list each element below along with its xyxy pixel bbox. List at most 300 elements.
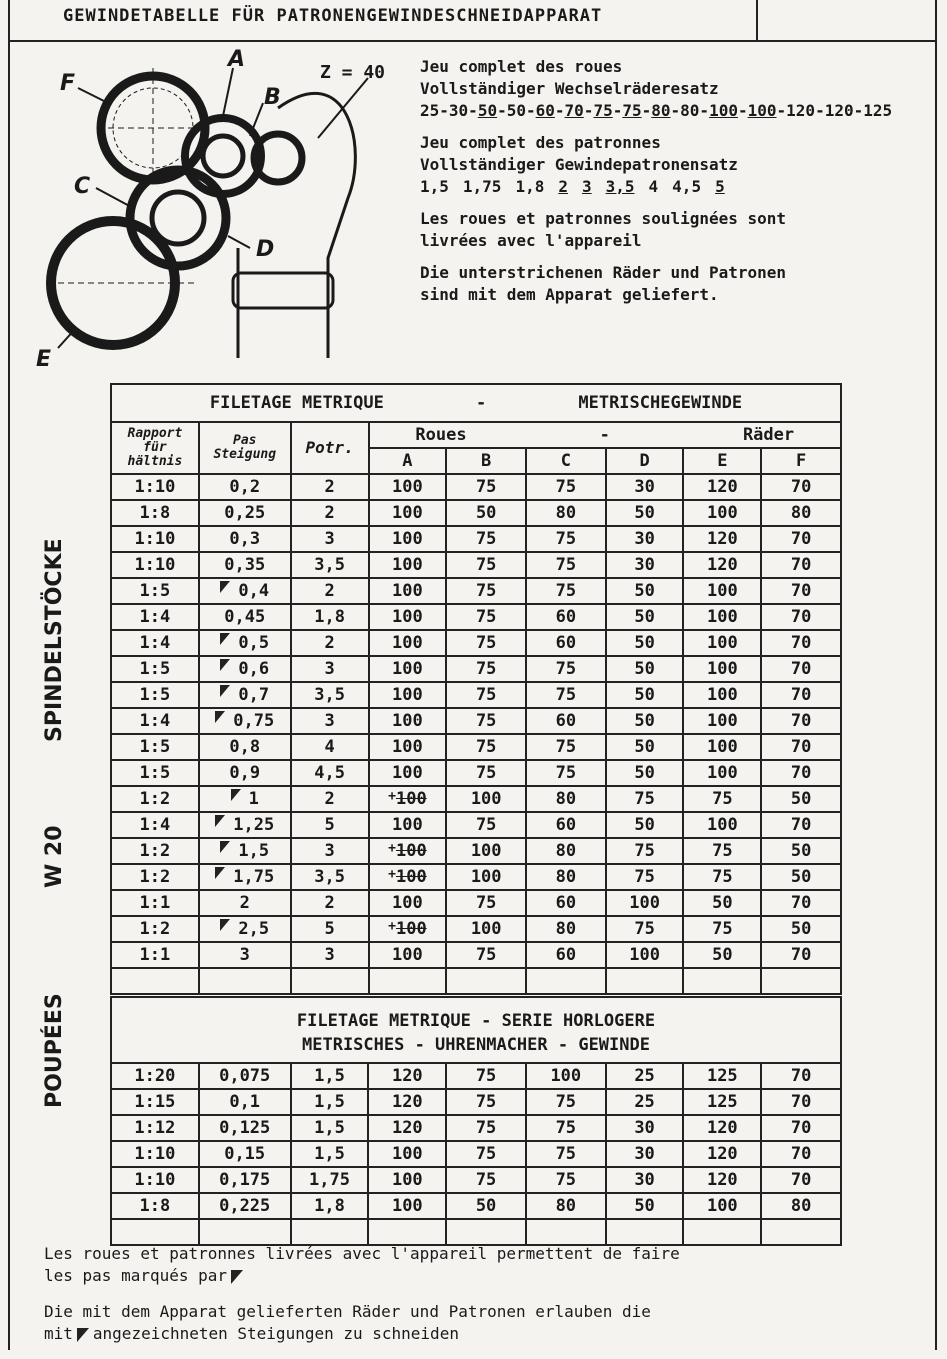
cell-ratio: 1:10 xyxy=(111,526,199,552)
blank-cell xyxy=(111,968,199,994)
cell-wheel-b: 75 xyxy=(446,474,526,500)
pattern-size: 4,5 xyxy=(672,177,702,196)
cell-wheel-b: 75 xyxy=(446,942,526,968)
cell-pitch: 0,175 xyxy=(199,1167,291,1193)
wheels-header-roues: Roues xyxy=(415,425,467,445)
wheel-separator: - xyxy=(815,101,825,120)
cell-wheel-f: 50 xyxy=(761,864,841,890)
cell-pattern: 1,5 xyxy=(291,1063,369,1089)
table1-title-dash: - xyxy=(475,393,487,413)
pitch-value: 0,5 xyxy=(238,633,270,653)
table-row xyxy=(111,474,841,500)
cell-wheel-a: 100 xyxy=(368,1141,446,1167)
cell-wheel-e: 100 xyxy=(683,500,761,526)
plus-mark: + xyxy=(388,841,396,856)
cell-wheel-d: 75 xyxy=(606,916,684,942)
table-row xyxy=(111,1141,841,1167)
wheel-a-value: 100 xyxy=(395,841,427,861)
cell-wheel-c: 80 xyxy=(526,1193,606,1219)
cell-wheel-f: 70 xyxy=(761,1167,841,1193)
wheel-size: 50 xyxy=(477,101,498,120)
cell-wheel-d: 30 xyxy=(606,1167,684,1193)
col-header-wheel-b: B xyxy=(446,448,526,474)
wheel-size: 30 xyxy=(448,101,469,120)
cell-wheel-a: 120 xyxy=(368,1115,446,1141)
gear-label-c: C xyxy=(74,174,91,199)
cell-pitch xyxy=(199,916,291,942)
table2-banner xyxy=(111,997,841,1063)
cell-wheel-e: 120 xyxy=(683,1115,761,1141)
cell-wheel-d: 30 xyxy=(606,1141,684,1167)
wheel-a-value: 100 xyxy=(392,503,423,523)
blank-cell xyxy=(683,1219,761,1245)
col-header-wheel-c: C xyxy=(526,448,606,474)
table1-title-de: METRISCHEGEWINDE xyxy=(578,393,743,413)
cell-wheel-e: 100 xyxy=(683,708,761,734)
wheels-fr: Jeu complet des roues xyxy=(420,57,623,76)
cell-pitch: 0,075 xyxy=(199,1063,291,1089)
blank-cell xyxy=(761,968,841,994)
cell-ratio: 1:4 xyxy=(111,604,199,630)
pitch-value: 2 xyxy=(239,893,250,913)
col-header-pas: Pas Steigung xyxy=(199,422,291,474)
wheel-size: 120 xyxy=(824,101,854,120)
cell-wheel-d: 50 xyxy=(606,578,684,604)
cell-wheel-e: 120 xyxy=(683,1141,761,1167)
col-header-ratio: Rapport für hältnis xyxy=(111,422,199,474)
cell-wheel-e: 50 xyxy=(683,942,761,968)
footer-de-2a: mit xyxy=(44,1324,73,1343)
cell-ratio: 1:5 xyxy=(111,760,199,786)
cell-wheel-a xyxy=(369,630,447,656)
cell-ratio: 1:5 xyxy=(111,734,199,760)
cell-wheel-a xyxy=(369,500,447,526)
blank-cell xyxy=(683,968,761,994)
cell-wheel-c: 80 xyxy=(526,786,606,812)
blank-cell xyxy=(526,1219,606,1245)
table-row xyxy=(111,604,841,630)
table-row xyxy=(111,708,841,734)
wheel-separator: - xyxy=(583,101,594,120)
wheel-a-value: 100 xyxy=(392,633,423,653)
cell-ratio: 1:10 xyxy=(111,474,199,500)
table-row xyxy=(111,526,841,552)
wheel-separator: - xyxy=(670,101,681,120)
cell-pattern: 2 xyxy=(291,630,369,656)
cell-wheel-e: 100 xyxy=(683,1193,761,1219)
cell-wheel-b: 75 xyxy=(446,890,526,916)
table-row xyxy=(111,760,841,786)
cell-pitch: 0,15 xyxy=(199,1141,291,1167)
pattern-size: 3,5 xyxy=(605,177,635,196)
wheel-separator: - xyxy=(641,101,652,120)
blank-cell xyxy=(368,1219,446,1245)
cell-wheel-f: 70 xyxy=(761,474,841,500)
pitch-value: 0,8 xyxy=(229,737,261,757)
cell-ratio: 1:8 xyxy=(111,500,199,526)
patterns-de: Vollständiger Gewindepatronensatz xyxy=(420,155,738,174)
cell-wheel-c: 75 xyxy=(526,552,606,578)
cell-wheel-a xyxy=(369,682,447,708)
cell-wheel-d: 25 xyxy=(606,1089,684,1115)
document-title: GEWINDETABELLE FÜR PATRONENGEWINDESCHNEIDAPPARAT xyxy=(63,6,603,26)
cell-wheel-a: 120 xyxy=(368,1089,446,1115)
wheel-separator: - xyxy=(439,101,449,120)
cell-wheel-d: 75 xyxy=(606,864,684,890)
table-row xyxy=(111,500,841,526)
cell-wheel-c: 75 xyxy=(526,1115,606,1141)
cell-pitch: 0,225 xyxy=(199,1193,291,1219)
table1-body xyxy=(111,474,841,994)
cell-pattern: 3,5 xyxy=(291,682,369,708)
note-fr-1: Les roues et patronnes soulignées sont xyxy=(420,209,787,228)
cell-wheel-f: 70 xyxy=(761,604,841,630)
cell-wheel-f: 70 xyxy=(761,526,841,552)
wheel-size: 60 xyxy=(535,101,555,120)
cell-ratio: 1:10 xyxy=(111,1141,199,1167)
cell-pattern: 3 xyxy=(291,656,369,682)
table-row xyxy=(111,942,841,968)
cell-pattern: 1,5 xyxy=(291,1115,369,1141)
col-header-wheel-e: E xyxy=(683,448,761,474)
cell-pattern: 4 xyxy=(291,734,369,760)
pitch-value: 0,35 xyxy=(224,555,266,575)
cell-wheel-d: 50 xyxy=(606,656,684,682)
cell-wheel-f: 80 xyxy=(761,500,841,526)
cell-pitch xyxy=(199,630,291,656)
cell-pitch xyxy=(199,604,291,630)
wheel-a-value: 100 xyxy=(392,737,423,757)
cell-pitch xyxy=(199,864,291,890)
col-header-wheel-d: D xyxy=(606,448,684,474)
cell-wheel-b: 75 xyxy=(446,1115,526,1141)
cell-wheel-f: 50 xyxy=(761,838,841,864)
pitch-value: 1,5 xyxy=(238,841,270,861)
gear-diagram xyxy=(28,48,408,378)
cell-wheel-b: 100 xyxy=(446,838,526,864)
cell-wheel-d: 50 xyxy=(606,630,684,656)
cell-wheel-f: 70 xyxy=(761,1115,841,1141)
cell-wheel-f: 70 xyxy=(761,708,841,734)
cell-wheel-e: 75 xyxy=(683,786,761,812)
wheel-size: 25 xyxy=(420,101,440,120)
pitch-value: 1 xyxy=(248,789,259,809)
cell-ratio: 1:2 xyxy=(111,864,199,890)
cell-wheel-b: 50 xyxy=(446,500,526,526)
side-label-w20: W 20 xyxy=(42,825,67,888)
cell-pitch: 0,1 xyxy=(199,1089,291,1115)
wheel-a-value: 100 xyxy=(392,893,423,913)
wheel-a-value: 100 xyxy=(392,477,423,497)
cell-ratio: 1:1 xyxy=(111,942,199,968)
cell-wheel-b: 75 xyxy=(446,552,526,578)
blank-cell xyxy=(606,1219,684,1245)
cell-wheel-c: 60 xyxy=(526,708,606,734)
col-header-potr: Potr. xyxy=(291,422,369,474)
cell-wheel-d: 100 xyxy=(606,942,684,968)
wheel-a-value: 100 xyxy=(392,763,423,783)
cell-wheel-c: 80 xyxy=(526,864,606,890)
table-row xyxy=(111,812,841,838)
pitch-value: 0,3 xyxy=(229,529,261,549)
cell-wheel-c: 60 xyxy=(526,942,606,968)
wheel-separator: - xyxy=(468,101,478,120)
cell-wheel-f: 70 xyxy=(761,552,841,578)
footer-notes xyxy=(44,1243,924,1359)
pitch-value: 0,6 xyxy=(238,659,270,679)
wheel-size: 80 xyxy=(680,101,700,120)
cell-wheel-b: 75 xyxy=(446,1141,526,1167)
cell-wheel-e: 100 xyxy=(683,630,761,656)
pattern-size: 1,8 xyxy=(515,177,545,196)
footer-de-1: Die mit dem Apparat gelieferten Räder und Patronen erlauben die xyxy=(44,1302,651,1321)
cell-wheel-e: 120 xyxy=(683,474,761,500)
cell-wheel-d: 30 xyxy=(606,552,684,578)
title-separator xyxy=(756,0,758,40)
cell-wheel-d: 50 xyxy=(606,500,684,526)
wheel-a-value: 100 xyxy=(395,919,427,939)
cell-ratio: 1:5 xyxy=(111,656,199,682)
cell-wheel-e: 75 xyxy=(683,838,761,864)
cell-wheel-c: 75 xyxy=(526,760,606,786)
table1-title-fr: FILETAGE METRIQUE xyxy=(209,393,384,413)
pitch-value: 0,45 xyxy=(224,607,266,627)
cell-wheel-a xyxy=(369,708,447,734)
cell-wheel-f: 70 xyxy=(761,1089,841,1115)
cell-wheel-c: 75 xyxy=(526,1141,606,1167)
cell-wheel-b: 75 xyxy=(446,708,526,734)
blank-cell xyxy=(369,968,447,994)
table-row xyxy=(111,682,841,708)
wheel-separator: - xyxy=(699,101,710,120)
pitch-value: 1,25 xyxy=(233,815,275,835)
cell-wheel-a: 120 xyxy=(368,1063,446,1089)
table-row-blank xyxy=(111,968,841,994)
cell-ratio: 1:5 xyxy=(111,682,199,708)
wheel-size: 50 xyxy=(506,101,526,120)
cell-wheel-d: 75 xyxy=(606,786,684,812)
cell-wheel-c: 60 xyxy=(526,630,606,656)
wheel-a-value: 100 xyxy=(392,711,423,731)
wheel-size: 120 xyxy=(786,101,816,120)
cell-wheel-c: 75 xyxy=(526,682,606,708)
cell-wheel-b: 75 xyxy=(446,1063,526,1089)
cell-pattern: 2 xyxy=(291,786,369,812)
cell-wheel-b: 100 xyxy=(446,786,526,812)
cell-wheel-e: 125 xyxy=(683,1089,761,1115)
pattern-size: 2 xyxy=(558,177,568,196)
cell-wheel-e: 100 xyxy=(683,604,761,630)
cell-wheel-f: 70 xyxy=(761,1141,841,1167)
cell-pattern: 1,8 xyxy=(291,604,369,630)
pitch-value: 0,9 xyxy=(229,763,261,783)
cell-wheel-a xyxy=(369,812,447,838)
cell-ratio: 1:10 xyxy=(111,1167,199,1193)
pattern-size: 5 xyxy=(715,177,725,196)
table-row xyxy=(111,916,841,942)
wheel-a-value: 100 xyxy=(392,945,423,965)
cell-pattern: 1,8 xyxy=(291,1193,369,1219)
cell-pattern: 4,5 xyxy=(291,760,369,786)
cell-wheel-a xyxy=(369,786,447,812)
table2-title-1: FILETAGE METRIQUE - SERIE HORLOGERE xyxy=(296,1011,656,1031)
col-header-wheels xyxy=(369,422,841,448)
cell-wheel-b: 75 xyxy=(446,604,526,630)
wheels-de: Vollständiger Wechselräderesatz xyxy=(420,79,719,98)
blank-cell xyxy=(291,968,369,994)
wheel-a-value: 100 xyxy=(392,815,423,835)
wheel-a-value: 100 xyxy=(392,555,423,575)
cell-wheel-d: 30 xyxy=(606,526,684,552)
wheel-separator: - xyxy=(554,101,565,120)
table-row xyxy=(111,1089,841,1115)
blank-cell xyxy=(606,968,684,994)
cell-wheel-b: 75 xyxy=(446,578,526,604)
pitch-value: 2,5 xyxy=(238,919,270,939)
pitch-value: 0,75 xyxy=(233,711,275,731)
cell-pattern: 3,5 xyxy=(291,864,369,890)
cell-wheel-a xyxy=(369,734,447,760)
table-row xyxy=(111,552,841,578)
wheel-size: 75 xyxy=(593,101,613,120)
patterns-fr: Jeu complet des patronnes xyxy=(420,133,661,152)
wheel-size: 80 xyxy=(651,101,671,120)
cell-pattern: 2 xyxy=(291,578,369,604)
table-row xyxy=(111,734,841,760)
table-row xyxy=(111,656,841,682)
cell-wheel-a xyxy=(369,552,447,578)
plus-mark: + xyxy=(388,867,396,882)
cell-pattern: 3 xyxy=(291,942,369,968)
blank-cell xyxy=(111,1219,199,1245)
cell-wheel-d: 50 xyxy=(606,734,684,760)
title-bar xyxy=(8,0,937,42)
cell-wheel-f: 70 xyxy=(761,760,841,786)
cell-wheel-b: 75 xyxy=(446,812,526,838)
cell-pattern: 3,5 xyxy=(291,552,369,578)
cell-wheel-f: 70 xyxy=(761,682,841,708)
cell-wheel-a: 100 xyxy=(368,1193,446,1219)
cell-wheel-c: 75 xyxy=(526,474,606,500)
table1-banner xyxy=(111,384,841,422)
cell-ratio: 1:4 xyxy=(111,630,199,656)
blank-cell xyxy=(446,1219,526,1245)
cell-pattern: 1,5 xyxy=(291,1089,369,1115)
cell-wheel-e: 75 xyxy=(683,864,761,890)
cell-wheel-d: 100 xyxy=(606,890,684,916)
wheels-header-dash: - xyxy=(599,425,610,445)
cell-wheel-b: 100 xyxy=(446,864,526,890)
cell-pattern: 1,75 xyxy=(291,1167,369,1193)
cell-pitch xyxy=(199,942,291,968)
wheels-list xyxy=(420,100,925,122)
cell-wheel-b: 100 xyxy=(446,916,526,942)
cell-pitch xyxy=(199,708,291,734)
table2-title-2: METRISCHES - UHRENMACHER - GEWINDE xyxy=(302,1035,650,1055)
cell-wheel-f: 70 xyxy=(761,630,841,656)
cell-wheel-e: 120 xyxy=(683,552,761,578)
cell-wheel-a xyxy=(369,864,447,890)
wheel-size: 125 xyxy=(863,101,893,120)
pitch-value: 0,7 xyxy=(238,685,270,705)
note-de-2: sind mit dem Apparat geliefert. xyxy=(420,285,719,304)
cell-wheel-d: 25 xyxy=(606,1063,684,1089)
blank-cell xyxy=(526,968,606,994)
cell-wheel-a xyxy=(369,838,447,864)
cell-wheel-d: 50 xyxy=(606,1193,684,1219)
cell-wheel-f: 70 xyxy=(761,734,841,760)
table-row xyxy=(111,1167,841,1193)
cell-wheel-a xyxy=(369,604,447,630)
cell-wheel-c: 80 xyxy=(526,916,606,942)
cell-wheel-e: 125 xyxy=(683,1063,761,1089)
cell-wheel-c: 80 xyxy=(526,838,606,864)
mark-triangle-icon xyxy=(77,1328,89,1342)
cell-wheel-b: 75 xyxy=(446,760,526,786)
wheel-separator: - xyxy=(776,101,787,120)
cell-wheel-d: 50 xyxy=(606,760,684,786)
col-header-wheel-a: A xyxy=(369,448,447,474)
cell-wheel-b: 75 xyxy=(446,630,526,656)
patterns-list xyxy=(420,176,925,198)
cell-pitch xyxy=(199,812,291,838)
wheel-a-value: 100 xyxy=(395,789,427,809)
frame-right-border xyxy=(935,0,937,1350)
cell-ratio: 1:2 xyxy=(111,838,199,864)
cell-pattern: 5 xyxy=(291,812,369,838)
cell-pattern: 5 xyxy=(291,916,369,942)
table-row xyxy=(111,1193,841,1219)
cell-ratio: 1:2 xyxy=(111,786,199,812)
cell-wheel-d: 30 xyxy=(606,1115,684,1141)
cell-pattern: 3 xyxy=(291,708,369,734)
cell-wheel-c: 75 xyxy=(526,1167,606,1193)
footer-fr-1: Les roues et patronnes livrées avec l'appareil permettent de faire xyxy=(44,1244,680,1263)
gear-label-e: E xyxy=(36,347,52,372)
cell-wheel-d: 50 xyxy=(606,682,684,708)
cell-wheel-b: 75 xyxy=(446,656,526,682)
cell-pitch: 0,125 xyxy=(199,1115,291,1141)
side-label-spindel: SPINDELSTÖCKE xyxy=(42,538,67,742)
thread-table-metric xyxy=(110,383,842,995)
cell-wheel-e: 120 xyxy=(683,526,761,552)
cell-wheel-a xyxy=(369,890,447,916)
cell-wheel-e: 120 xyxy=(683,1167,761,1193)
cell-pitch xyxy=(199,734,291,760)
gear-label-f: F xyxy=(60,71,76,96)
cell-pitch xyxy=(199,760,291,786)
cell-wheel-d: 50 xyxy=(606,812,684,838)
pitch-value: 0,4 xyxy=(238,581,270,601)
wheels-header-rader: Räder xyxy=(742,425,795,445)
cell-wheel-f: 70 xyxy=(761,890,841,916)
wheel-size: 75 xyxy=(622,101,642,120)
cell-wheel-f: 70 xyxy=(761,1063,841,1089)
cell-ratio: 1:5 xyxy=(111,578,199,604)
cell-wheel-e: 50 xyxy=(683,890,761,916)
cell-pitch xyxy=(199,656,291,682)
pitch-value: 0,2 xyxy=(229,477,261,497)
note-fr-2: livrées avec l'appareil xyxy=(420,231,642,250)
wheel-a-value: 100 xyxy=(392,529,423,549)
cell-pitch xyxy=(199,552,291,578)
cell-wheel-c: 60 xyxy=(526,890,606,916)
cell-ratio: 1:15 xyxy=(111,1089,199,1115)
cell-ratio: 1:2 xyxy=(111,916,199,942)
cell-wheel-d: 50 xyxy=(606,604,684,630)
cell-wheel-a xyxy=(369,526,447,552)
cell-pitch xyxy=(199,890,291,916)
